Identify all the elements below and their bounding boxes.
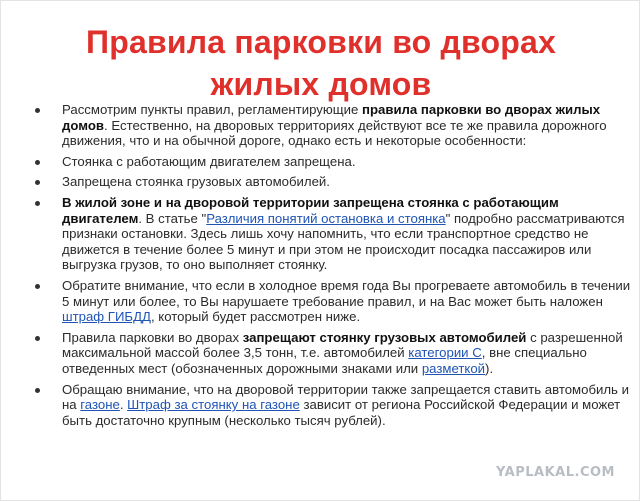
item-text: Запрещена стоянка грузовых автомобилей.	[62, 174, 330, 190]
list-item	[35, 174, 635, 190]
page-title-line-1: Правила парковки во дворах	[86, 24, 556, 60]
item-text: Обратите внимание, что если в холодное время года Вы прогреваете автомобиль в течении 5 минут или более, то Вы нарушаете требование правил, и на Вас может быть наложен	[62, 277, 631, 309]
bullet-icon	[35, 108, 40, 113]
item-text: , который будет рассмотрен ниже.	[150, 309, 361, 325]
item-bold-text: правила парковки во дворах жилых домов	[62, 102, 601, 133]
link-lawn[interactable]: газоне	[80, 397, 120, 413]
rules-list	[35, 102, 635, 433]
item-text: .	[119, 397, 128, 413]
link-lawn-parking-fine[interactable]: Штраф за стоянку на газоне	[127, 397, 300, 413]
bullet-icon	[35, 336, 40, 341]
bullet-icon	[35, 160, 40, 165]
list-item	[35, 330, 635, 377]
list-item	[35, 102, 635, 149]
item-text: Рассмотрим пункты правил, регламентирующие	[62, 102, 362, 117]
bullet-icon	[35, 388, 40, 393]
list-item	[35, 382, 635, 429]
item-text: зависит от региона Российской Федерации и может быть достаточно крупным (несколько тысяч рублей).	[62, 397, 621, 428]
list-item	[35, 154, 635, 170]
link-gibdd-fine[interactable]: штраф ГИБДД	[62, 309, 151, 325]
bullet-icon	[35, 284, 40, 289]
link-stop-vs-parking[interactable]: Различия понятий остановка и стоянка	[206, 210, 446, 226]
list-item	[35, 195, 635, 273]
bullet-icon	[35, 180, 40, 185]
item-text: ).	[485, 360, 494, 376]
item-text: " подробно рассматриваются признаки остановки. Здесь лишь хочу напомнить, что если транспортное средство не движется в течение более 5 минут и при этом не происходит посадка пассажиров или выгрузка грузов, то оно выполняет стоянку.	[62, 210, 625, 273]
bullet-icon	[35, 201, 40, 206]
page-title	[1, 21, 640, 105]
item-text: Стоянка с работающим двигателем запрещена.	[62, 153, 356, 169]
item-text: Обращаю внимание, что на дворовой территории также запрещается ставить автомобиль и на	[62, 381, 629, 413]
page-title-line-2: жилых домов	[210, 66, 432, 102]
item-text: . В статье "	[138, 210, 207, 226]
link-category-c[interactable]: категории С	[408, 345, 482, 361]
item-bold-text: В жилой зоне и на дворовой территории запрещена стоянка с работающим двигателем	[62, 194, 559, 226]
item-text: . Естественно, на дворовых территориях действуют все те же правила дорожного движения, что и на обычной дороге, однако есть и некоторые особенности:	[62, 117, 607, 149]
item-text: , вне специально отведенных мест (обозначенных дорожными знаками или	[62, 345, 587, 376]
list-item	[35, 278, 635, 325]
link-road-marking[interactable]: разметкой	[421, 360, 486, 376]
item-text: Правила парковки во дворах	[62, 329, 243, 345]
item-text: с разрешенной максимальной массой более 3,5 тонн, т.е. автомобилей	[62, 329, 623, 361]
item-bold-text: запрещают стоянку грузовых автомобилей	[242, 329, 527, 345]
watermark: YAPLAKAL.COM	[496, 465, 615, 480]
